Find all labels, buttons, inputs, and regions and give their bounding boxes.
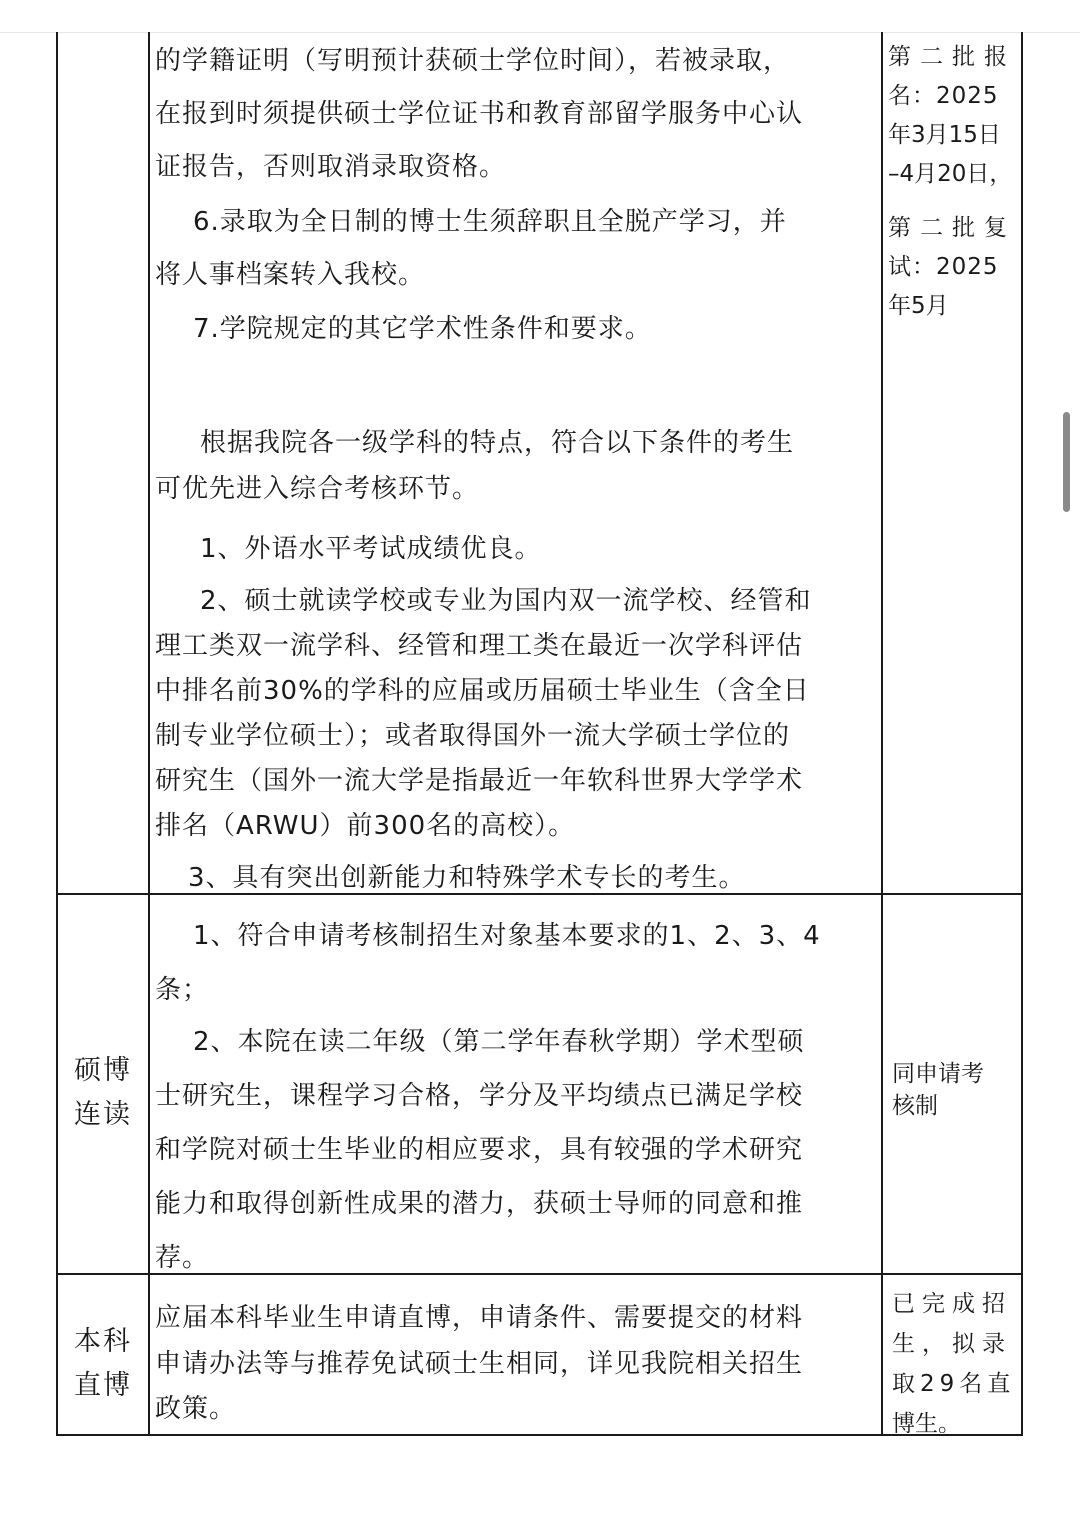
text-line: 1、外语水平考试成绩优良。: [200, 534, 542, 564]
shuobo-schedule-cell: [892, 1050, 1018, 1130]
vertical-scrollbar[interactable]: [1063, 412, 1070, 512]
text-line: 政策。: [155, 1394, 237, 1424]
requirements-cell: [155, 32, 877, 892]
text-line: –4月20日，: [888, 161, 1013, 187]
text-line: 核制: [892, 1093, 938, 1119]
label-line: 连读: [74, 1099, 132, 1130]
text-line: 第二批报: [888, 44, 1016, 70]
text-line: 年5月: [888, 293, 949, 319]
text-line: 可优先进入综合考核环节。: [155, 474, 480, 504]
table-divider-label: [148, 32, 150, 1436]
text-line: 试：2025: [888, 254, 999, 280]
text-line: 年3月15日: [888, 122, 1001, 148]
text-line: 条；: [155, 975, 210, 1005]
benke-schedule-cell: [892, 1275, 1018, 1433]
text-line: 制专业学位硕士）；或者取得国外一流大学硕士学位的: [155, 721, 791, 751]
text-line: 证报告，否则取消录取资格。: [155, 152, 507, 182]
top-bar: [0, 0, 1080, 33]
text-line: 荐。: [155, 1243, 210, 1271]
text-line: 6.录取为全日制的博士生须辞职且全脱产学习，并: [193, 207, 787, 237]
text-line: 同申请考: [892, 1061, 984, 1087]
text-line: 博生。: [892, 1411, 961, 1433]
text-line: 的学籍证明（写明预计获硕士学位时间），若被录取，: [155, 46, 791, 76]
shuobo-requirements-cell: [155, 895, 877, 1271]
text-line: 2、本院在读二年级（第二学年春秋学期）学术型硕: [193, 1027, 805, 1057]
label-line: 硕博: [74, 1055, 132, 1086]
text-line: 已完成招: [892, 1291, 1012, 1317]
row-label-shuobo: [58, 1040, 148, 1140]
text-line: 能力和取得创新性成果的潜力，获硕士导师的同意和推: [155, 1189, 804, 1219]
text-line: 3、具有突出创新能力和特殊学术专长的考生。: [188, 863, 746, 892]
text-line: 研究生（国外一流大学是指最近一年软科世界大学学术: [155, 766, 804, 796]
text-line: 理工类双一流学科、经管和理工类在最近一次学科评估: [155, 631, 804, 661]
text-line: 2、硕士就读学校或专业为国内双一流学校、经管和: [200, 586, 812, 616]
label-line: 本科: [74, 1326, 132, 1357]
text-line: 将人事档案转入我校。: [155, 260, 426, 290]
text-line: 排名（ARWU）前300名的高校）。: [155, 811, 576, 841]
table-border-right: [1021, 32, 1023, 1436]
table-border-bottom: [56, 1434, 1023, 1436]
text-line: 在报到时须提供硕士学位证书和教育部留学服务中心认: [155, 99, 804, 129]
table-divider-side: [881, 32, 883, 1436]
text-line: 中排名前30%的学科的应届或历届硕士毕业生（含全日: [155, 676, 810, 706]
text-line: 根据我院各一级学科的特点，符合以下条件的考生: [200, 428, 795, 458]
benke-requirements-cell: [155, 1275, 877, 1433]
text-line: 取29名直: [892, 1371, 1016, 1397]
text-line: 应届本科毕业生申请直博，申请条件、需要提交的材料: [155, 1303, 804, 1333]
schedule-cell: [888, 32, 1018, 352]
table-border-left: [56, 32, 58, 1436]
text-line: 申请办法等与推荐免试硕士生相同，详见我院相关招生: [155, 1349, 804, 1379]
text-line: 7.学院规定的其它学术性条件和要求。: [193, 314, 652, 344]
row-label-benke: [58, 1313, 148, 1413]
text-line: 1、符合申请考核制招生对象基本要求的1、2、3、4: [193, 921, 821, 951]
text-line: 士研究生，课程学习合格，学分及平均绩点已满足学校: [155, 1081, 804, 1111]
text-line: 生，拟录: [892, 1331, 1012, 1357]
text-line: 和学院对硕士生毕业的相应要求，具有较强的学术研究: [155, 1135, 804, 1165]
text-line: 第二批复: [888, 215, 1016, 241]
label-line: 直博: [74, 1370, 132, 1401]
text-line: 名：2025: [888, 83, 999, 109]
